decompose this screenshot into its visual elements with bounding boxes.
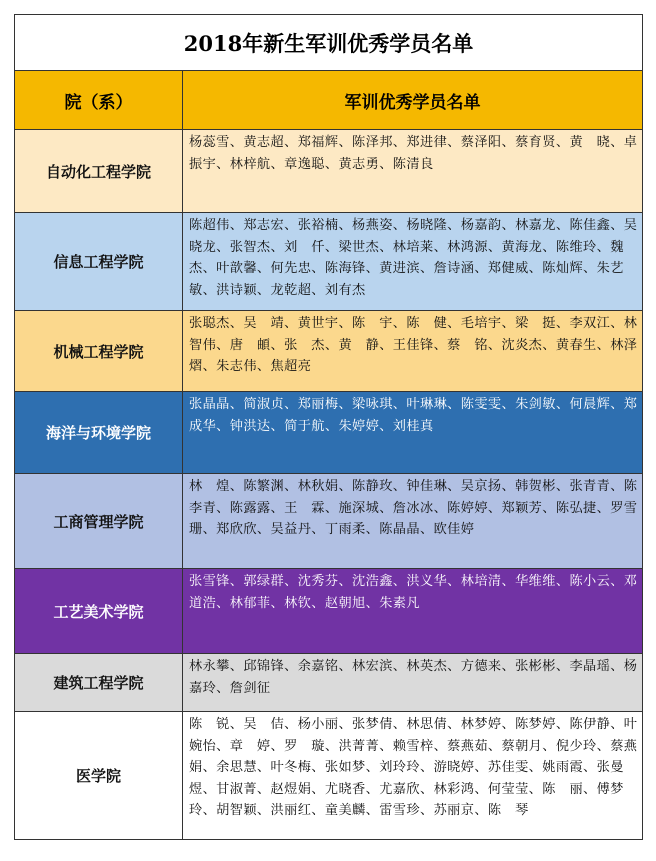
header-row xyxy=(15,71,643,130)
column-header-department: 院（系） xyxy=(15,71,183,130)
department-cell: 工艺美术学院 xyxy=(15,569,183,654)
table-row xyxy=(15,712,643,840)
department-cell: 建筑工程学院 xyxy=(15,654,183,712)
department-cell: 信息工程学院 xyxy=(15,213,183,311)
student-names-cell: 张晶晶、简淑贞、郑丽梅、梁咏琪、叶琳琳、陈雯雯、朱剑敏、何晨辉、郑成华、钟洪达、简于航、朱婷婷、刘桂真 xyxy=(183,392,643,474)
department-cell: 自动化工程学院 xyxy=(15,130,183,213)
table-row xyxy=(15,654,643,712)
student-names-cell: 陈超伟、郑志宏、张裕楠、杨燕姿、杨晓隆、杨嘉韵、林嘉龙、陈佳鑫、吴晓龙、张智杰、刘 仟、梁世杰、林培莱、林鸿源、黄海龙、陈维玲、魏 杰、叶歆馨、何先忠、陈海锋、黄进滨、詹诗涵、郑健威、陈灿辉、朱艺敏、洪诗颖、龙乾超、刘有杰 xyxy=(183,213,643,311)
student-names-cell: 林永攀、邱锦锋、余嘉铭、林宏滨、林英杰、方德来、张彬彬、李晶瑶、杨嘉玲、詹剑征 xyxy=(183,654,643,712)
department-cell: 医学院 xyxy=(15,712,183,840)
student-names-cell: 杨蕊雪、黄志超、郑福辉、陈泽邦、郑进律、蔡泽阳、蔡育贤、黄 晓、卓振宇、林梓航、章逸聪、黄志勇、陈清良 xyxy=(183,130,643,213)
student-names-cell: 林 煌、陈繁渊、林秋娟、陈静玫、钟佳琳、吴京扬、韩贺彬、张青青、陈李青、陈露露、王 霖、施深城、詹冰冰、陈婷婷、郑颖芳、陈弘捷、罗雪珊、郑欣欣、吴益丹、丁雨柔、陈晶晶、欧佳婷 xyxy=(183,474,643,569)
student-names-cell: 陈 锐、吴 佶、杨小丽、张梦倩、林思倩、林梦婷、陈梦婷、陈伊静、叶婉怡、章 婷、罗 璇、洪菁菁、赖雪梓、蔡燕茹、蔡朝月、倪少玲、蔡燕娟、余思慧、叶冬梅、张如梦、刘玲玲、游晓婷、苏佳雯、姚雨霞、张曼煜、甘淑菁、赵煜娟、尤晓香、尤嘉欣、林彩鸿、何莹莹、陈 丽、傅梦玲、胡智颖、洪丽红、童美麟、雷雪珍、苏丽京、陈 琴 xyxy=(183,712,643,840)
department-cell: 海洋与环境学院 xyxy=(15,392,183,474)
table-row xyxy=(15,392,643,474)
department-cell: 工商管理学院 xyxy=(15,474,183,569)
department-cell: 机械工程学院 xyxy=(15,311,183,392)
table-row xyxy=(15,569,643,654)
student-names-cell: 张雪锋、郭绿群、沈秀芬、沈浩鑫、洪义华、林培清、华维维、陈小云、邓道浩、林郁菲、林钦、赵朝旭、朱素凡 xyxy=(183,569,643,654)
table-row xyxy=(15,213,643,311)
student-names-cell: 张聪杰、吴 靖、黄世宇、陈 宇、陈 健、毛培宇、梁 挺、李双江、林智伟、唐 頔、张 杰、黄 静、王佳锋、蔡 铭、沈炎杰、黄春生、林泽熠、朱志伟、焦超亮 xyxy=(183,311,643,392)
column-header-names: 军训优秀学员名单 xyxy=(183,71,643,130)
page-title: 2018年新生军训优秀学员名单 xyxy=(15,15,643,71)
roster-table xyxy=(14,14,643,840)
table-row xyxy=(15,130,643,213)
title-row xyxy=(15,15,643,71)
table-row xyxy=(15,311,643,392)
table-row xyxy=(15,474,643,569)
roster-sheet xyxy=(14,14,642,840)
